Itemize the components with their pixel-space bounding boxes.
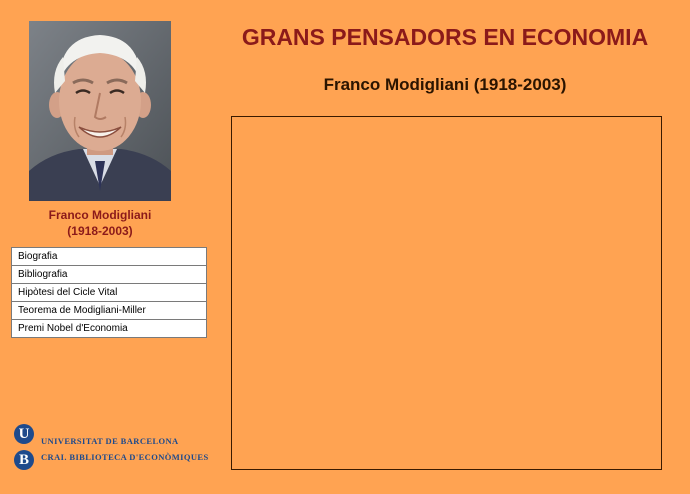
menu-item-hipotesi-cicle-vital[interactable]: Hipòtesi del Cicle Vital <box>11 283 207 302</box>
university-logo[interactable] <box>14 424 214 472</box>
menu-item-premi-nobel[interactable]: Premi Nobel d'Economia <box>11 319 207 338</box>
portrait-photo <box>29 21 171 201</box>
page-title: GRANS PENSADORS EN ECONOMIA <box>241 24 649 50</box>
logo-letter-u: U <box>14 424 34 444</box>
menu-item-bibliografia[interactable]: Bibliografia <box>11 265 207 284</box>
portrait-icon <box>29 21 171 201</box>
menu-item-teorema-modigliani-miller[interactable]: Teorema de Modigliani-Miller <box>11 301 207 320</box>
logo-university-name: UNIVERSITAT DE BARCELONA <box>41 436 179 446</box>
menu-item-biografia[interactable]: Biografia <box>11 247 207 266</box>
page-subtitle: Franco Modigliani (1918-2003) <box>323 75 567 94</box>
person-name: Franco Modigliani <box>48 208 152 222</box>
nav-menu <box>11 247 207 338</box>
logo-letter-b: B <box>14 450 34 470</box>
content-frame <box>231 116 662 470</box>
person-years: (1918-2003) <box>67 224 133 238</box>
logo-library-name: CRAI. BIBLIOTECA D'ECONÒMIQUES <box>41 452 209 462</box>
